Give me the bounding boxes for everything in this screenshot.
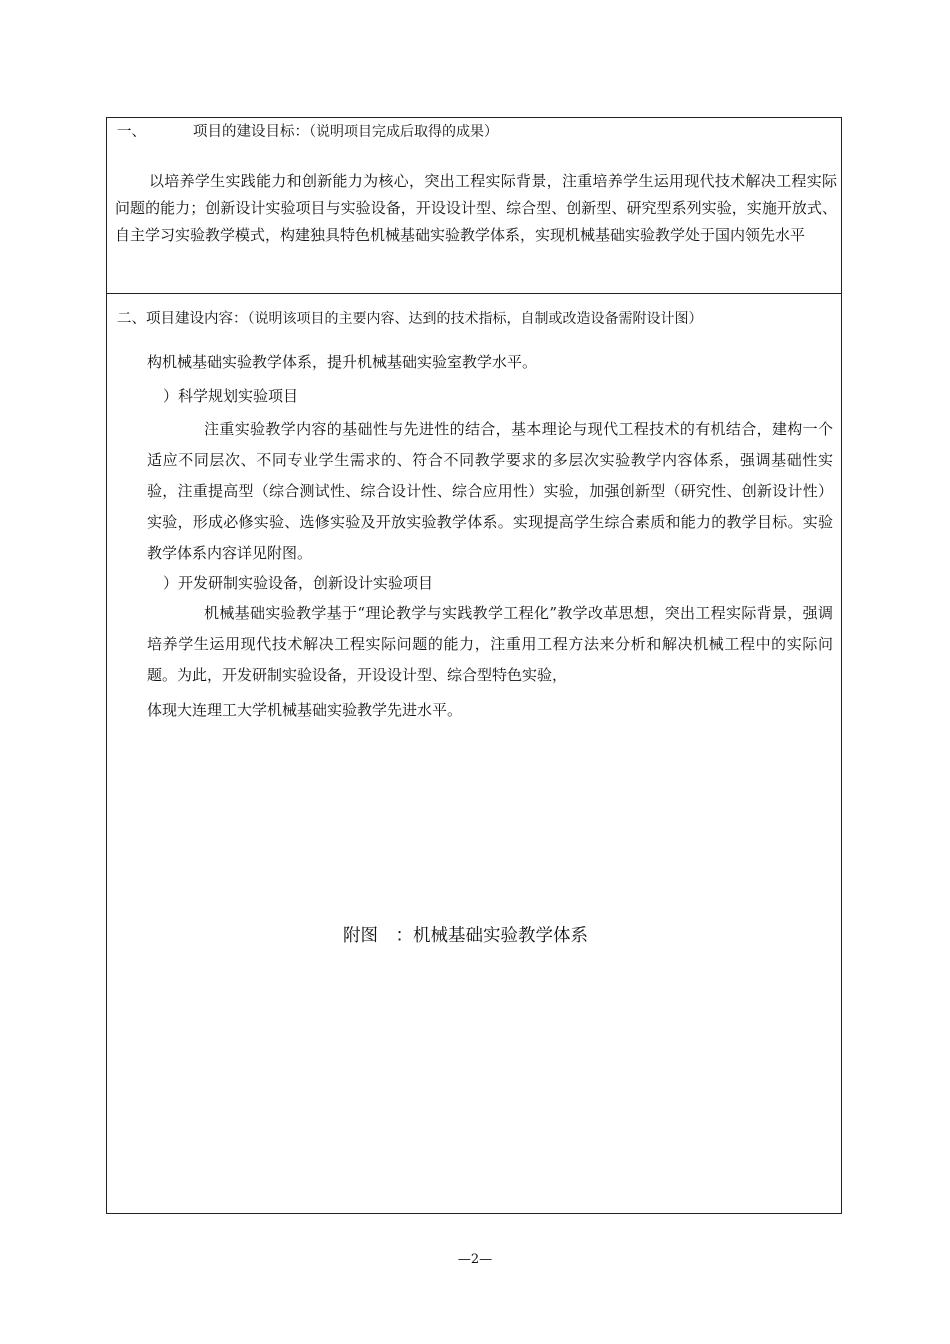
section-one-title: 项目的建设目标：	[193, 124, 309, 140]
item-one-title: ）科学规划实验项目	[163, 387, 299, 405]
item-one-body: 注重实验教学内容的基础性与先进性的结合，基本理论与现代工程技术的有机结合，建构一个适应不同层次、不同专业学生需求的、符合不同教学要求的多层次实验教学内容体系，强调基础性实验，注重提高型（综合测试性、综合设计性、综合应用性）实验，加强创新型（研究性、创新设计性）实验，形成必修实验、选修实验及开放实验教学体系。实现提高学生综合素质和能力的教学目标。实验教学体系内容详见附图。	[147, 420, 833, 562]
closing-line: 体现大连理工大学机械基础实验教学先进水平。	[147, 701, 463, 719]
page-number: —2—	[457, 1252, 493, 1267]
section-one-body: 以培养学生实践能力和创新能力为核心，突出工程实际背景，注重培养学生运用现代技术解决工程实际问题的能力；创新设计实验项目与实验设备，开设设计型、综合型、创新型、研究型系列实验，实施开放式、自主学习实验教学模式，构建独具特色机械基础实验教学体系，实现机械基础实验教学处于国内领先水平	[115, 172, 837, 244]
section-construction-goal	[107, 118, 841, 294]
section-two-intro: 构机械基础实验教学体系，提升机械基础实验室教学水平。	[147, 353, 538, 371]
section-one-heading	[117, 122, 498, 142]
item-two-title: ）开发研制实验设备，创新设计实验项目	[163, 574, 434, 592]
section-one-number: 一、	[117, 124, 146, 140]
item-two-body: 机械基础实验教学基于“理论教学与实践教学工程化”教学改革思想，突出工程实际背景，强调培养学生运用现代技术解决工程实际问题的能力，注重用工程方法来分析和解决机械工程中的实际问题。为此，开发研制实验设备，开设设计型、综合型特色实验，	[147, 604, 833, 684]
figure-caption: 附图 ：机械基础实验教学体系	[343, 926, 588, 946]
section-two-title: 项目建设内容：	[146, 311, 248, 327]
section-construction-content	[107, 294, 841, 1213]
section-two-heading	[117, 309, 703, 329]
project-form-table	[106, 117, 842, 1214]
section-one-note: （说明项目完成后取得的成果）	[309, 124, 498, 140]
section-two-note: （说明该项目的主要内容、达到的技术指标，自制或改造设备需附设计图）	[247, 311, 703, 327]
section-two-number: 二、	[117, 311, 146, 327]
